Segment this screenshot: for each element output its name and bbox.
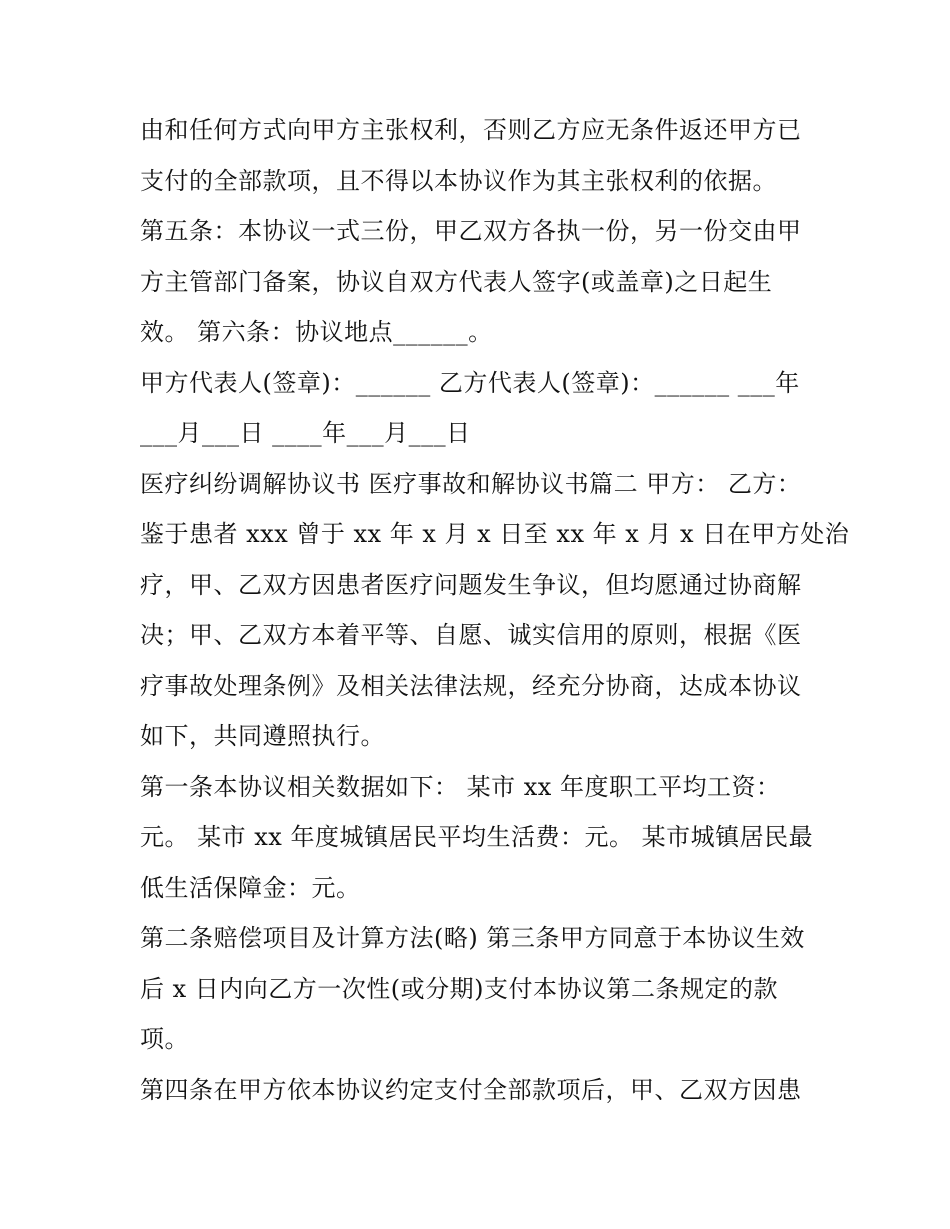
text-line: 低生活保障金：元。: [140, 873, 361, 902]
text-line: 决；甲、乙双方本着平等、自愿、诚实信用的原则，根据《医: [140, 621, 802, 649]
text-line: 医疗纠纷调解协议书 医疗事故和解协议书篇二 甲方： 乙方：: [140, 469, 802, 498]
text-line: 由和任何方式向甲方主张权利，否则乙方应无条件返还甲方已: [140, 116, 802, 144]
text-line: 疗，甲、乙双方因患者医疗问题发生争议，但均愿通过协商解: [140, 570, 802, 599]
text-line: 第二条赔偿项目及计算方法(略) 第三条甲方同意于本协议生效: [140, 924, 805, 952]
text-line: 后 x 日内向乙方一次性(或分期)支付本协议第二条规定的款: [140, 974, 779, 1003]
text-line: 元。 某市 xx 年度城镇居民平均生活费：元。 某市城镇居民最: [140, 823, 814, 851]
document-body: [140, 105, 850, 1115]
text-line: 甲方代表人(签章)：______ 乙方代表人(签章)：______ ___年: [140, 368, 800, 397]
text-line: 支付的全部款项，且不得以本协议作为其主张权利的依据。: [140, 166, 777, 195]
text-line: 效。 第六条：协议地点______。: [140, 318, 493, 346]
text-line: 第五条：本协议一式三份，甲乙双方各执一份，另一份交由甲: [140, 217, 802, 245]
text-line: 第一条本协议相关数据如下： 某市 xx 年度职工平均工资：: [140, 772, 781, 801]
text-line: 如下，共同遵照执行。: [140, 722, 385, 750]
text-line: 疗事故处理条例》及相关法律法规，经充分协商，达成本协议: [140, 671, 802, 700]
text-line: 第四条在甲方依本协议约定支付全部款项后，甲、乙双方因患: [140, 1075, 802, 1104]
text-line: 项。: [140, 1025, 189, 1053]
text-line: 方主管部门备案，协议自双方代表人签字(或盖章)之日起生: [140, 267, 773, 296]
text-line: ___月___日 ____年___月___日: [140, 419, 471, 447]
text-line: 鉴于患者 xxx 曾于 xx 年 x 月 x 日至 xx 年 x 月 x 日在甲方处治: [140, 520, 850, 548]
